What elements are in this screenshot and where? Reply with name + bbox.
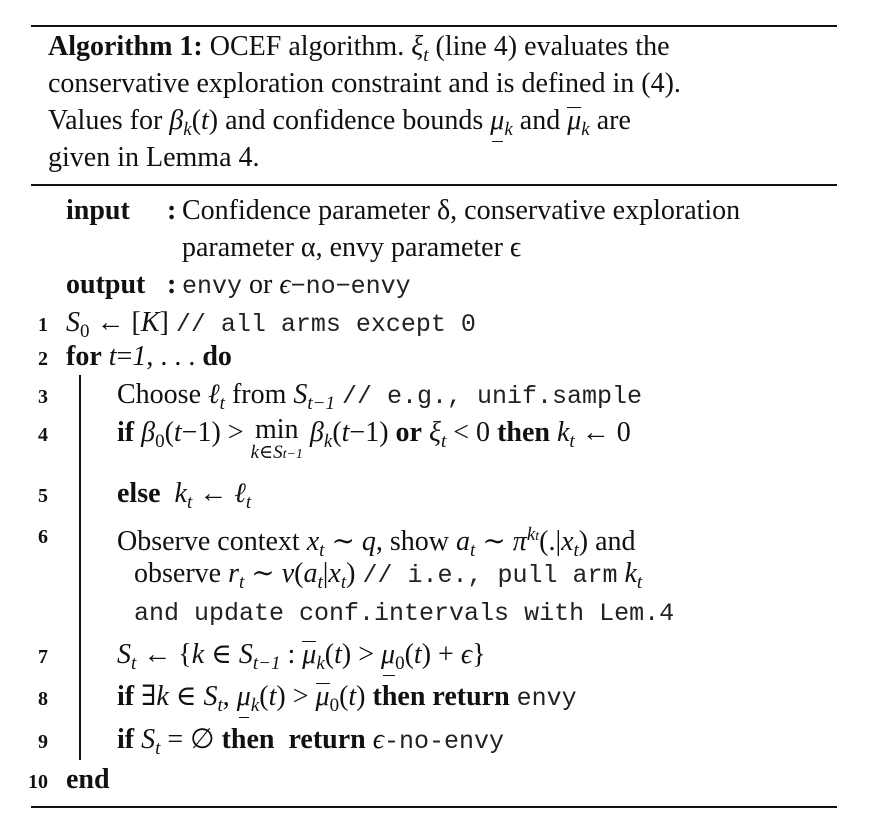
comment-line-3: // e.g., unif.sample [342,382,643,411]
kw-if-9: if [117,724,135,755]
word-min: min [254,414,299,445]
line-number-4: 4 [38,424,48,446]
kw-do: do [202,341,232,372]
algo-line-6a: Observe context $x_t$ ∼ q, show $a_t$ ∼ $\pi^{kt}(.|x_t)$ and [117,524,636,561]
word-and: and [595,526,636,557]
algo-line-10: end [66,764,110,795]
return-envy: envy [516,684,577,713]
algo-line-9: if $S_t$ = ∅ then return ϵ-no-envy [117,724,505,759]
input-line-2: parameter α, envy parameter ϵ [182,232,522,263]
kw-or: or [395,417,422,448]
algo-line-7: $S_t$ ← {k ∈ $S_{t-1}$ : $\mu_k(t) > \mu_0(t) + \epsilon$} [117,638,486,681]
input-label: input [66,195,130,226]
kw-for: for [66,341,102,372]
line-number-8: 8 [38,688,48,710]
word-observe-context: Observe context [117,526,300,557]
word-from: from [231,379,287,410]
output-label: output [66,269,146,300]
caption-line-3: Values for $\beta_k(t)$ and confidence bounds $\mu_k$ and $\mu_k$ are [48,104,631,147]
comment-line-6b: and update conf.intervals with Lem.4 [134,599,675,628]
caption-line-1: Algorithm 1: OCEF algorithm. $\xi_t$ (line 4) evaluates the [48,31,670,66]
line-number-9: 9 [38,731,48,753]
kw-then-9: then [221,724,275,755]
algo-line-8: if ∃k ∈ $S_t$, $\mu_k(t) > \mu_0(t)$ then return envy [117,680,577,723]
algo-line-6c [134,595,674,631]
bottom-rule [31,806,837,808]
kw-return-9: return [288,724,366,755]
kw-then-return-8: then return [372,681,510,712]
return-no-envy: -no-envy [384,727,505,756]
line-number-5: 5 [38,485,48,507]
algo-line-1: $S_0$ ← [K] // all arms except 0 [66,307,476,342]
line-number-2: 2 [38,348,48,370]
line-number-1: 1 [38,314,48,336]
line-number-3: 3 [38,386,48,408]
comment-line-1: // all arms except 0 [175,310,476,339]
kw-else: else [117,478,161,509]
word-observe: observe [134,558,222,589]
caption-line-4: given in Lemma 4. [48,142,260,173]
line-number-10: 10 [28,771,48,793]
algo-line-2: for t=1, . . . do [66,341,232,372]
line-number-7: 7 [38,646,48,668]
kw-if-8: if [117,681,135,712]
kw-if-4: if [117,417,135,448]
word-choose: Choose [117,379,201,410]
algo-line-6b: observe $r_t$ ∼ $\nu(a_t|x_t) // i.e$., pull arm $k_t$ [134,558,643,593]
algo-line-5: else $k_t$ ← ℓ$_t$ [117,478,252,513]
word-show: show [389,526,450,557]
input-colon: : [167,195,177,226]
algo-line-4: if $\beta_0(t-1) > \min$ k∈St−1 $\beta_k(t-1)$ or $\xi_t < 0$ then $k_t$ ← 0 [117,414,631,463]
output-text: envy or ϵ−no−envy [182,269,411,301]
caption-rule [31,184,837,186]
comment-line-6a: // i.e., pull arm [362,561,618,590]
algorithm-label: Algorithm 1: [48,31,203,62]
caption-line-2: conservative exploration constraint and is defined in (4). [48,68,681,99]
algo-line-3: Choose ℓ$_t$ from $S_{t-1} // e.g$., unif.sample [117,379,643,414]
output-colon: : [167,269,177,300]
loop-body-bar [79,375,81,760]
line-number-6: 6 [38,526,48,548]
top-rule [31,25,837,27]
kw-then-4: then [497,417,550,448]
input-line-1: Confidence parameter δ, conservative exploration [182,195,741,226]
output-no-envy: −no−envy [290,272,411,301]
output-envy: envy [182,272,243,301]
min-operator: min k∈St−1 [250,414,303,463]
